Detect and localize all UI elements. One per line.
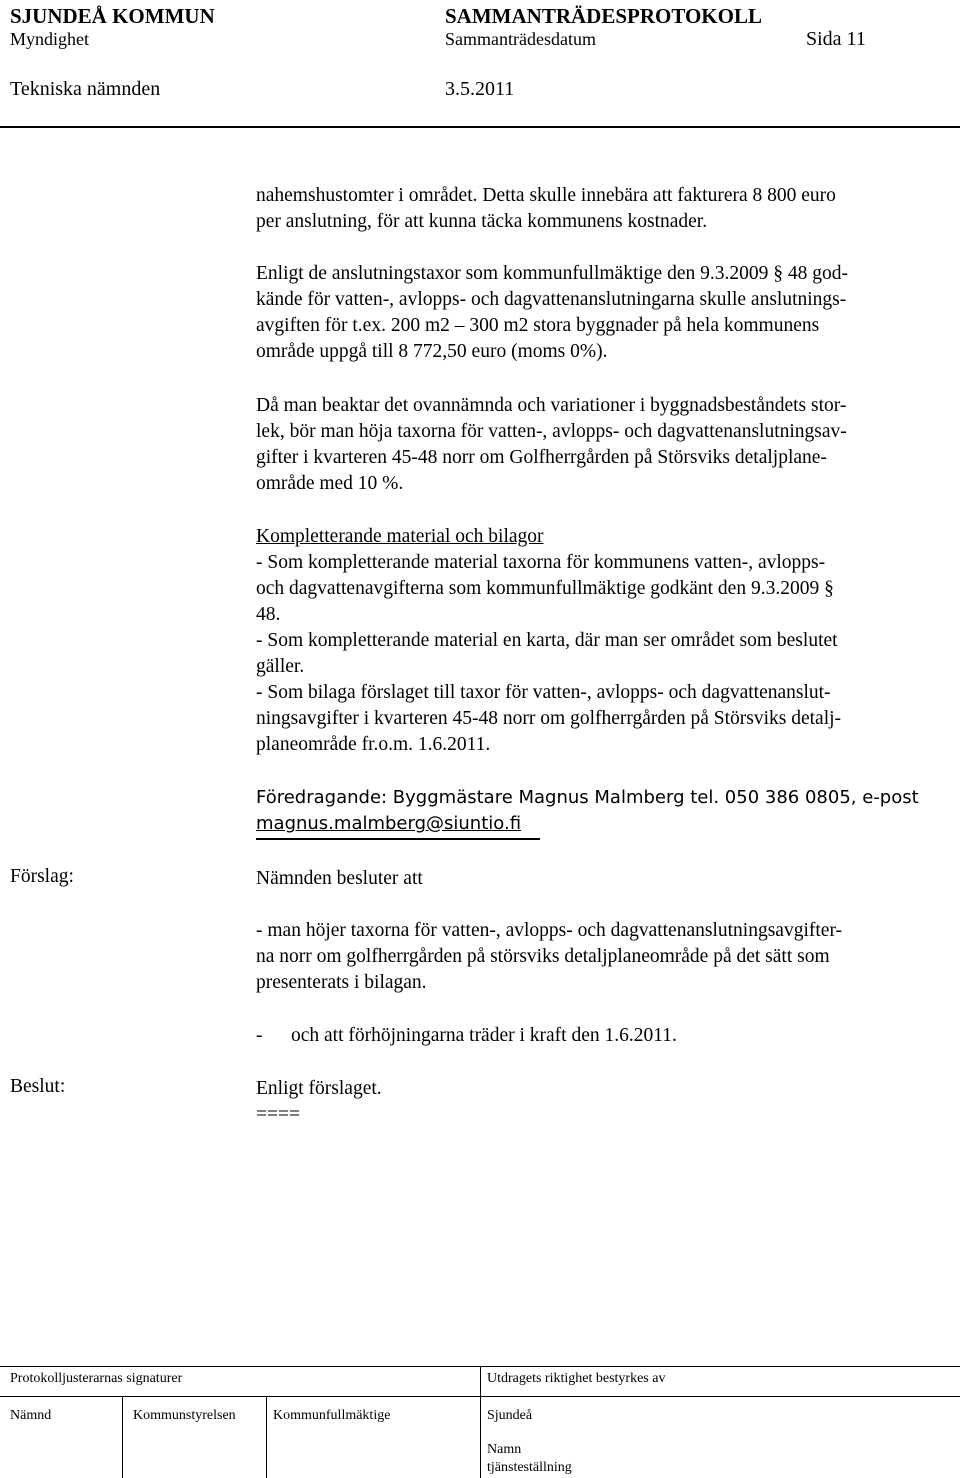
decision-label: Beslut: — [10, 1076, 66, 1097]
proposal-intro: Nämnden besluter att — [256, 868, 423, 889]
end-marker: ==== — [256, 1104, 300, 1125]
footer-col-municipal-board: Kommunstyrelsen — [133, 1408, 236, 1423]
text-line: gäller. — [256, 656, 305, 677]
footer-certification-title: Utdragets riktighet bestyrkes av — [487, 1371, 666, 1386]
supplementary-section — [256, 524, 946, 758]
proposal-item-2-dash: - — [256, 1025, 263, 1046]
text-line: presenterats i bilagan. — [256, 972, 427, 993]
supplementary-heading: Kompletterande material och bilagor — [256, 526, 544, 547]
footer-col-municipal-council: Kommunfullmäktige — [273, 1408, 391, 1423]
presenter-line: Föredragande: Byggmästare Magnus Malmberg tel. 050 386 0805, e-post — [256, 787, 919, 808]
text-line: nahemshustomter i området. Detta skulle innebära att fakturera 8 800 euro — [256, 185, 836, 206]
footer-signatures-title: Protokolljusterarnas signaturer — [10, 1371, 183, 1386]
authority-label: Myndighet — [10, 29, 89, 49]
text-line: per anslutning, för att kunna täcka kommunens kostnader. — [256, 211, 708, 232]
footer-col-divider — [266, 1396, 267, 1478]
text-line: na norr om golfherrgården på störsviks detaljplaneområde på det sätt som — [256, 946, 830, 967]
text-line: avgiften för t.ex. 200 m2 – 300 m2 stora byggnader på hela kommunens — [256, 315, 820, 336]
footer-name-label: Namn — [487, 1442, 522, 1457]
text-line: 48. — [256, 604, 281, 625]
page-number: Sida 11 — [806, 28, 866, 50]
proposal-item-1 — [256, 918, 946, 996]
email-underline-rule — [256, 838, 540, 840]
text-line: - Som kompletterande material taxorna för kommunens vatten-, avlopps- — [256, 552, 826, 573]
text-line: - Som bilaga förslaget till taxor för vatten-, avlopps- och dagvattenanslut- — [256, 682, 831, 703]
text-line: lek, bör man höja taxorna för vatten-, avlopps- och dagvattenanslutningsav- — [256, 421, 847, 442]
paragraph-tariff — [256, 261, 946, 365]
text-line: - man höjer taxorna för vatten-, avlopps- och dagvattenanslutningsavgifter- — [256, 920, 843, 941]
proposal-item-2: och att förhöjningarna träder i kraft den 1.6.2011. — [291, 1025, 677, 1046]
email-link[interactable]: magnus.malmberg@siuntio.fi — [256, 813, 522, 834]
header-divider — [0, 126, 960, 128]
text-line: och dagvattenavgifterna som kommunfullmäktige godkänt den 9.3.2009 § — [256, 578, 834, 599]
text-line: kände för vatten-, avlopps- och dagvattenanslutningarna skulle anslutnings- — [256, 289, 847, 310]
text-line: - Som kompletterande material en karta, där man ser området som beslutet — [256, 630, 838, 651]
authority-name: Tekniska nämnden — [10, 78, 161, 100]
text-line: Då man beaktar det ovannämnda och variationer i byggnadsbeståndets stor- — [256, 395, 847, 416]
organization-name: SJUNDEÅ KOMMUN — [10, 4, 215, 28]
footer-municipality: Sjundeå — [487, 1408, 533, 1423]
meeting-date: 3.5.2011 — [445, 78, 515, 100]
footer-center-divider — [480, 1366, 481, 1478]
text-line: ningsavgifter i kvarteren 45-48 norr om golfherrgården på Störsviks detalj- — [256, 708, 842, 729]
text-line: Enligt de anslutningstaxor som kommunfullmäktige den 9.3.2009 § 48 god- — [256, 263, 848, 284]
footer-col-board: Nämnd — [10, 1408, 52, 1423]
text-line: planeområde fr.o.m. 1.6.2011. — [256, 734, 491, 755]
document-type: SAMMANTRÄDESPROTOKOLL — [445, 4, 762, 28]
decision-text: Enligt förslaget. — [256, 1078, 382, 1099]
text-line: område uppgå till 8 772,50 euro (moms 0%). — [256, 341, 608, 362]
footer-col-divider — [122, 1396, 123, 1478]
text-line: område med 10 %. — [256, 473, 404, 494]
proposal-label: Förslag: — [10, 866, 74, 887]
text-line: gifter i kvarteren 45-48 norr om Golfherrgården på Störsviks detaljplane- — [256, 447, 827, 468]
meeting-date-label: Sammanträdesdatum — [445, 29, 596, 49]
paragraph-conclusion — [256, 393, 946, 497]
paragraph-cost — [256, 183, 946, 235]
footer-position-label: tjänsteställning — [487, 1460, 572, 1475]
